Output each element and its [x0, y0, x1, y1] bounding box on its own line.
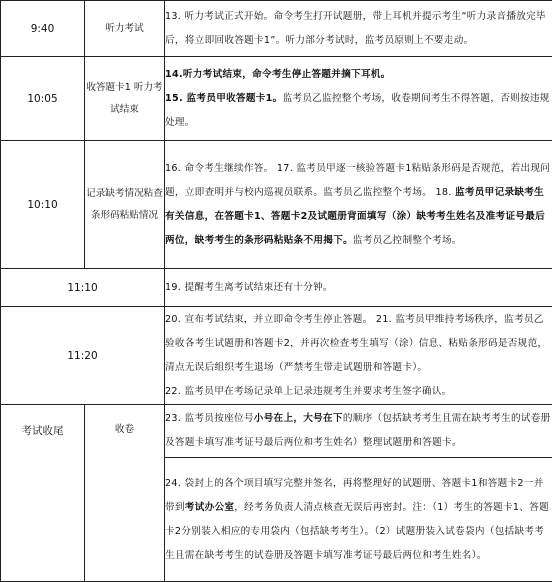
time-cell: 10:05	[1, 57, 85, 141]
schedule-row-ten-minute-warning	[1, 269, 552, 307]
bold-text: 小号在上，大号在下	[254, 413, 343, 424]
content-cell	[165, 405, 552, 458]
schedule-row-absence-record	[1, 141, 552, 269]
bold-text: 监考员甲记录缺考生有关信息，在答题卡1、答题卡2及试题册背面填写（涂）缺考考生姓名及准考证号最后两位，缺考考生的条形码粘贴条不用揭下。	[165, 187, 545, 246]
content-line: 20. 宣布考试结束，并立即命令考生停止答题。 21. 监考员甲维持考场秩序，监考员乙验收各考生试题册和答题卡2，并再次检查考生填写（涂）信息、粘贴条形码是否规范，清点无误后组织考生退场（严禁考生带走试题册和答题卡）。	[165, 308, 552, 380]
stage-cell: 听力考试	[85, 1, 165, 57]
schedule-row-collect-papers	[1, 405, 552, 458]
bold-text: 考试办公室	[185, 502, 234, 513]
plain-text: 16. 命令考生继续作答。 17. 监考员甲逐一核验答题卡1粘贴条形码是否规范，若出现问题，立即查明并与校内巡视员联系。监考员乙监控整个考场。 18.	[165, 163, 550, 198]
content-cell: 13. 听力考试正式开始。命令考生打开试题册，带上耳机并提示考生“听力录音播放完毕后，将立即回收答题卡1”。听力部分考试时，监考员原则上不要走动。	[165, 1, 552, 57]
stage-cell: 收卷	[85, 405, 165, 582]
bold-text: 15. 监考员甲收答题卡1。	[165, 93, 283, 104]
content-cell	[165, 57, 552, 141]
time-cell: 9:40	[1, 1, 85, 57]
plain-text: 监考员乙监控整个考场，收卷期间考生不得答题，否则按违规处理。	[165, 93, 550, 128]
content-cell	[165, 458, 552, 582]
content-cell: 19. 提醒考生离考试结束还有十分钟。	[165, 269, 552, 307]
content-cell	[165, 141, 552, 269]
content-line: 14.听力考试结束，命令考生停止答题并摘下耳机。	[165, 63, 552, 87]
schedule-row-exam-end	[1, 307, 552, 405]
content-line	[165, 87, 552, 135]
stage-cell: 记录缺考情况粘查条形码粘贴情况	[85, 141, 165, 269]
plain-text: 24. 袋封上的各个项目填写完整并签名，再将整理好的试题册、答题卡1和答题卡2一并带到	[165, 478, 544, 513]
plain-text: ，经考务负责人清点核查无误后再密封。注：（1）考生的答题卡1、答题卡2分别装入相应的专用袋内（包括缺考考生）。（2）试题册装入试卷袋内（包括缺考考生且需在缺考考生的试卷册及答题卡填写准考证号最后两位和考生姓名）。	[165, 502, 549, 561]
time-cell: 10:10	[1, 141, 85, 269]
content-line: 22. 监考员甲在考场记录单上记录违规考生并要求考生签字确认。	[165, 380, 552, 404]
schedule-row-collect-sheet1	[1, 57, 552, 141]
plain-text: 监考员乙控制整个考场。	[353, 235, 462, 246]
plain-text: 的顺序（包括缺考考生且需在缺考考生的试卷册及答题卡填写准考证号最后两位和考生姓名）整理试题册和答题卡。	[165, 413, 551, 448]
time-cell: 11:10	[1, 269, 165, 307]
time-cell: 考试收尾	[1, 405, 85, 582]
stage-cell: 收答题卡1 听力考试结束	[85, 57, 165, 141]
time-cell: 11:20	[1, 307, 165, 405]
plain-text: 23. 监考员按座位号	[165, 413, 254, 424]
content-cell	[165, 307, 552, 405]
schedule-row-listening	[1, 1, 552, 57]
